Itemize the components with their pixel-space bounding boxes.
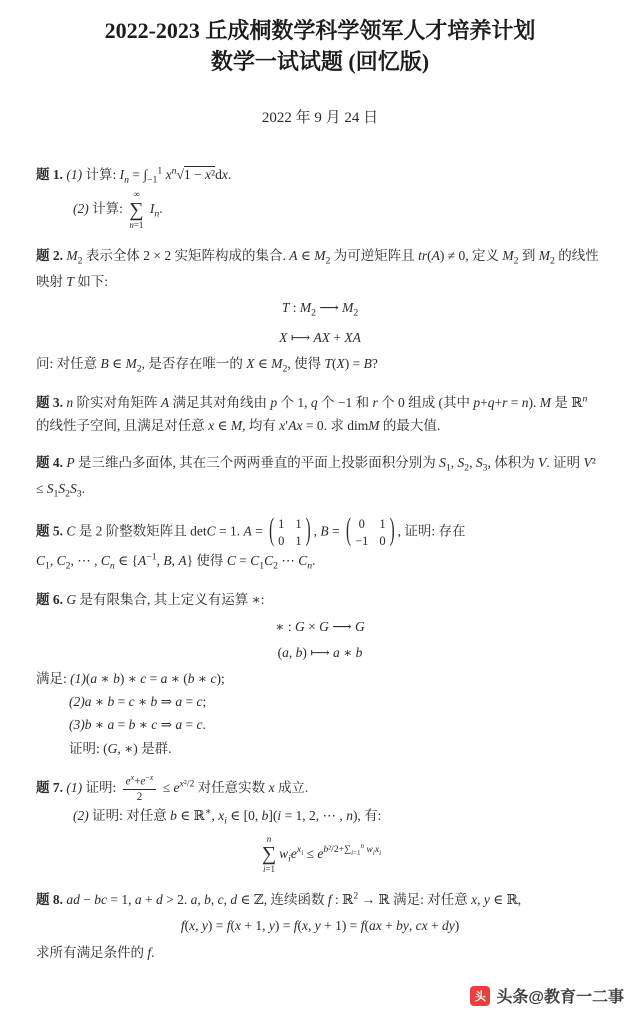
toutiao-logo-icon: 头 bbox=[470, 986, 490, 1006]
problem-1-part-2: (2) 计算: ∞ ∑ n=1 $I_n$. bbox=[73, 188, 163, 230]
paper-title-line2: 数学一试试题 (回忆版) bbox=[210, 48, 430, 74]
problem-4-statement: 题 4. P 是三维凸多面体, 其在三个两两垂直的平面上投影面积分别为 $S_1$, $S_2$, $S_3$, 体积为 V. 证明 $V^2 \le S_1S_2S_3$. bbox=[36, 454, 596, 500]
problem-1 bbox=[36, 163, 604, 231]
problem-2-question: 问: 对任意 B ∈ $M_2$, 是否存在唯一的 X ∈ $M_2$, 使得 T(X) = B? bbox=[36, 355, 378, 375]
problem-6-condition-3: (3)b ∗ a = b ∗ c ⇒ a = c. bbox=[69, 717, 206, 733]
problem-5-statement-line1: 题 5. C 是 2 阶整数矩阵且 detC = 1. A = ( 1 1 0 1 ) , B = ( 0 1 −1 0 ) , 证明: 存在 bbox=[36, 513, 466, 548]
problem-6-condition-2: (2)a ∗ b = c ∗ b ⇒ a = c; bbox=[69, 694, 207, 710]
problem-list bbox=[36, 163, 604, 964]
problem-8 bbox=[36, 888, 604, 964]
watermark bbox=[470, 984, 624, 1007]
problem-6-condition-1: 满足: (1)(a ∗ b) ∗ c = a ∗ (b ∗ c); bbox=[36, 670, 225, 686]
problem-3-statement: 题 3. n 阶实对角矩阵 A 满足其对角线由 p 个 1, q 个 −1 和 r 个 0 组成 (其中 p+q+r = n). M 是 ℝ$^n$ 的线性子空间, 且满足对任意 x ∈ M, 均有 x′Ax = 0. 求 dimM 的最大值. bbox=[36, 393, 588, 434]
problem-7-inequality: n ∑ i=1 $w_ie^{x_i} \le e^{b^2/2+\sum_{i=1}^n w_ix_i}$ bbox=[261, 833, 382, 875]
problem-2-statement: 题 2. $M_2$ 表示全体 2 × 2 实矩阵构成的集合. A ∈ $M_2$ 为可逆矩阵且 tr(A) ≠ 0, 定义 $M_2$ 到 $M_2$ 的线性映射 T 如下: bbox=[36, 247, 599, 289]
problem-2-map-rule: X ⟼ AX + XA bbox=[279, 329, 361, 345]
problem-4 bbox=[36, 451, 604, 504]
problem-6-statement: 题 6. G 是有限集合, 其上定义有运算 ∗: bbox=[36, 592, 265, 608]
problem-3 bbox=[36, 391, 604, 437]
problem-6-conclusion: 证明: (G, ∗) 是群. bbox=[69, 740, 172, 756]
problem-8-functional-equation: f(x, y) = f(x + 1, y) = f(x, y + 1) = f(ax + by, cx + dy) bbox=[180, 918, 460, 934]
problem-6-operation-rule: (a, b) ⟼ a ∗ b bbox=[277, 644, 363, 660]
exam-date: 2022 年 9 月 24 日 bbox=[261, 109, 379, 126]
problem-5-statement-line2: $C_1$, $C_2$, ⋯ , $C_n$ ∈ {$A^{-1}$, B, A} 使得 $C = C_1C_2$ ⋯ $C_n$. bbox=[36, 551, 316, 572]
problem-8-statement: 题 8. ad − bc = 1, a + d > 2. a, b, c, d ∈ ℤ, 连续函数 f : ℝ$^2$ → ℝ 满足: 对任意 x, y ∈ ℝ, bbox=[36, 890, 522, 908]
paper-title-line1: 2022-2023 丘成桐数学科学领军人才培养计划 bbox=[104, 18, 536, 43]
problem-6-operation-definition: ∗ : G × G ⟶ G bbox=[275, 618, 365, 634]
problem-7-part-1: 题 7. (1) 证明: $\frac{e^x+e^{-x}}{2}$ ≤ $e^{x^2/2}$ 对任意实数 x 成立. bbox=[36, 772, 309, 803]
problem-2-map-definition: T : $M_2$ ⟶ $M_2$ bbox=[281, 300, 359, 319]
problem-7 bbox=[36, 773, 604, 875]
problem-6 bbox=[36, 588, 604, 760]
problem-8-question: 求所有满足条件的 f. bbox=[36, 944, 155, 960]
problem-1-part-1: 题 1. (1) 计算: $I_n = \int_{-1}^1$ $x^n√1 - x^2dx$. bbox=[36, 165, 232, 186]
watermark-label: 头条@教育一二事 bbox=[496, 989, 624, 1006]
problem-7-part-2: (2) 证明: 对任意 b ∈ ℝ∗, $x_i$ ∈ [0, b](i = 1, 2, ⋯ , n), 有: bbox=[73, 806, 382, 827]
problem-2 bbox=[36, 244, 604, 379]
problem-5 bbox=[36, 513, 604, 575]
